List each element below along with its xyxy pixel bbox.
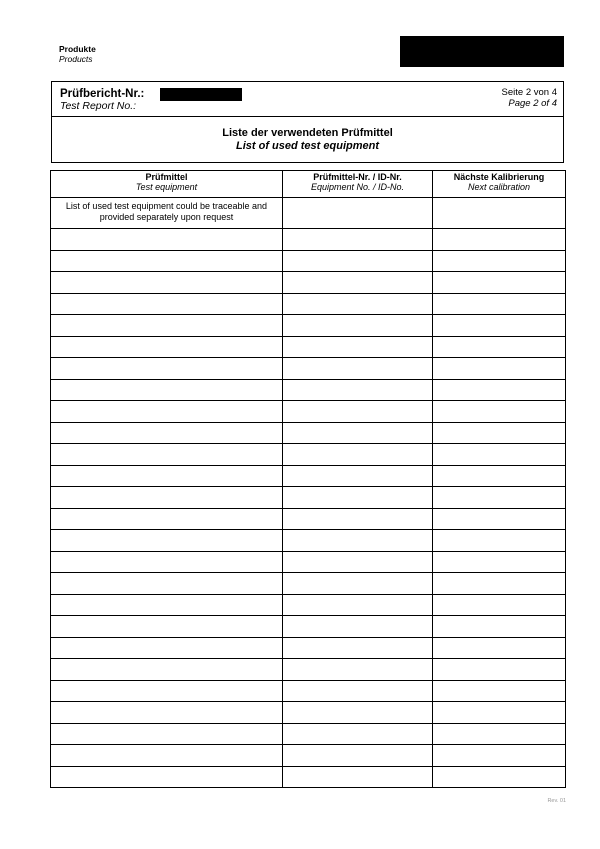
table-cell (51, 680, 283, 702)
table-cell (51, 594, 283, 616)
table-cell (51, 616, 283, 638)
table-cell (433, 444, 566, 466)
report-header-box (51, 81, 564, 163)
table-cell (433, 702, 566, 724)
table-cell (433, 573, 566, 595)
table-cell (283, 379, 433, 401)
table-cell (283, 250, 433, 272)
column-header-equipment-no (283, 171, 433, 198)
table-cell (283, 616, 433, 638)
table-cell (433, 401, 566, 423)
table-row (51, 723, 566, 745)
table-cell (283, 401, 433, 423)
table-cell (433, 637, 566, 659)
table-row (51, 422, 566, 444)
traceability-note: List of used test equipment could be traceable and provided separately upon request (65, 201, 268, 222)
table-cell (51, 293, 283, 315)
table-cell (433, 508, 566, 530)
table-cell (51, 465, 283, 487)
table-row (51, 487, 566, 509)
table-row (51, 659, 566, 681)
table-cell (283, 573, 433, 595)
table-header-row (51, 171, 566, 198)
page-indicator-de: Seite 2 von 4 (501, 87, 557, 98)
list-title (52, 127, 563, 152)
table-row (51, 594, 566, 616)
table-cell (433, 422, 566, 444)
page-indicator-en: Page 2 of 4 (508, 97, 557, 109)
table-row (51, 680, 566, 702)
table-cell (51, 745, 283, 767)
table-cell (283, 551, 433, 573)
table-cell (283, 229, 433, 251)
table-row (51, 272, 566, 294)
table-cell (51, 551, 283, 573)
report-number-label (60, 88, 144, 112)
table-row (51, 444, 566, 466)
table-cell (283, 637, 433, 659)
table-cell (433, 336, 566, 358)
table-cell (51, 358, 283, 380)
table-cell (433, 745, 566, 767)
table-cell (433, 723, 566, 745)
table-cell (283, 315, 433, 337)
table-row (51, 508, 566, 530)
table-cell (51, 702, 283, 724)
table-cell (51, 637, 283, 659)
table-cell (433, 250, 566, 272)
table-cell (51, 487, 283, 509)
table-cell (283, 745, 433, 767)
table-cell (433, 293, 566, 315)
table-row (51, 637, 566, 659)
table-cell (433, 659, 566, 681)
table-cell (283, 594, 433, 616)
table-cell (433, 551, 566, 573)
table-cell (433, 487, 566, 509)
table-cell (51, 198, 283, 229)
redacted-report-number (160, 88, 242, 101)
page-indicator (502, 88, 557, 110)
report-number-label-en: Test Report No.: (60, 99, 137, 112)
table-cell (51, 250, 283, 272)
table-cell (433, 680, 566, 702)
table-cell (433, 465, 566, 487)
column-header-de: Prüfmittel-Nr. / ID-Nr. (313, 172, 402, 182)
table-cell (283, 487, 433, 509)
table-row (51, 551, 566, 573)
table-cell (283, 358, 433, 380)
table-cell (51, 315, 283, 337)
table-cell (283, 508, 433, 530)
table-row (51, 401, 566, 423)
table-cell (283, 766, 433, 788)
table-cell (433, 358, 566, 380)
table-row (51, 336, 566, 358)
table-cell (433, 272, 566, 294)
equipment-table (50, 170, 566, 788)
table-row (51, 573, 566, 595)
table-cell (51, 272, 283, 294)
table-row (51, 379, 566, 401)
table-cell (283, 530, 433, 552)
column-header-de: Prüfmittel (145, 172, 188, 182)
table-cell (283, 659, 433, 681)
table-cell (283, 465, 433, 487)
table-cell (51, 444, 283, 466)
revision-label: Rev. 01 (547, 798, 566, 804)
table-cell (283, 422, 433, 444)
report-number-label-de: Prüfbericht-Nr.: (60, 88, 145, 100)
table-cell (433, 229, 566, 251)
table-row (51, 293, 566, 315)
list-title-en: List of used test equipment (235, 139, 379, 152)
table-cell (283, 198, 433, 229)
table-row (51, 530, 566, 552)
table-row (51, 315, 566, 337)
column-header-next-calibration (433, 171, 566, 198)
table-row (51, 745, 566, 767)
table-row (51, 616, 566, 638)
table-row (51, 358, 566, 380)
table-cell (51, 659, 283, 681)
column-header-en: Next calibration (467, 181, 531, 192)
table-row (51, 198, 566, 229)
table-cell (283, 680, 433, 702)
table-cell (433, 315, 566, 337)
table-cell (433, 530, 566, 552)
column-header-equipment (51, 171, 283, 198)
category-de: Produkte (59, 44, 96, 54)
table-cell (283, 272, 433, 294)
table-cell (51, 401, 283, 423)
table-cell (433, 594, 566, 616)
category-label (59, 45, 96, 65)
redacted-logo (400, 36, 564, 67)
table-cell (51, 229, 283, 251)
table-cell (283, 293, 433, 315)
table-cell (51, 530, 283, 552)
table-cell (51, 379, 283, 401)
table-cell (51, 573, 283, 595)
header-divider (52, 116, 563, 117)
table-cell (433, 616, 566, 638)
table-row (51, 702, 566, 724)
list-title-de: Liste der verwendeten Prüfmittel (222, 127, 393, 139)
table-cell (51, 508, 283, 530)
category-en: Products (59, 53, 93, 64)
table-cell (283, 702, 433, 724)
table-cell (433, 766, 566, 788)
column-header-de: Nächste Kalibrierung (453, 172, 545, 182)
table-cell (51, 766, 283, 788)
table-cell (51, 723, 283, 745)
table-cell (433, 198, 566, 229)
table-row (51, 229, 566, 251)
table-cell (51, 422, 283, 444)
column-header-en: Equipment No. / ID-No. (310, 181, 405, 192)
column-header-en: Test equipment (135, 181, 198, 192)
table-row (51, 250, 566, 272)
table-row (51, 465, 566, 487)
table-cell (283, 336, 433, 358)
table-cell (433, 379, 566, 401)
table-cell (283, 723, 433, 745)
table-cell (283, 444, 433, 466)
table-cell (51, 336, 283, 358)
table-row (51, 766, 566, 788)
